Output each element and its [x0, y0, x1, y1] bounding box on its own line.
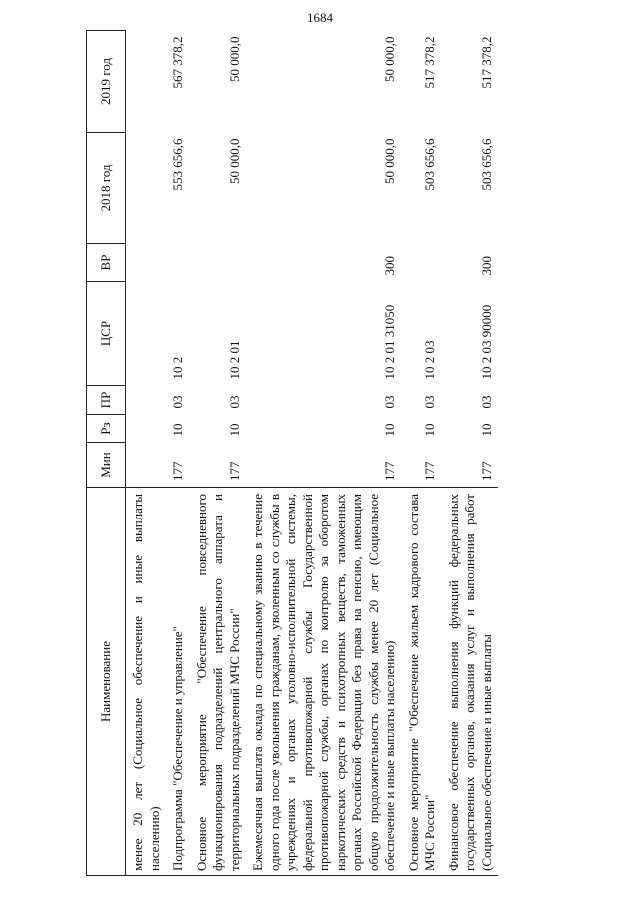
row-vr: [166, 244, 190, 282]
row-2018: 50 000,0: [226, 138, 242, 184]
row-vr: 300: [382, 256, 397, 276]
table-row: [190, 31, 247, 876]
page-number: 1684: [307, 10, 333, 25]
row-2018: 50 000,0: [382, 138, 397, 184]
row-rz: 10: [226, 423, 242, 437]
row-2019: [126, 31, 167, 133]
row-name: Подпрограмма "Обеспечение и управление": [166, 488, 190, 876]
header-2018: 2018 год: [87, 133, 126, 244]
row-pr: 03: [226, 395, 242, 409]
row-min: 177: [382, 461, 397, 481]
row-csr: 10 2 01: [226, 340, 242, 380]
row-csr: 10 2 01 31050: [382, 304, 397, 380]
row-pr: 03: [382, 395, 397, 409]
header-min: Мин: [87, 443, 126, 488]
table-row: [166, 31, 190, 876]
row-rz: 10: [382, 423, 397, 437]
row-pr: 03: [422, 395, 437, 409]
header-name: Наименование: [87, 488, 126, 876]
row-2018: 503 656,6: [478, 138, 494, 191]
row-csr: 10 2 03 90000: [478, 304, 494, 380]
header-vr: ВР: [87, 244, 126, 282]
row-name: Финансовое обеспечение выполнения функций федеральных государственных органов, оказания услуг и выполнения работ (Социальное обеспечение и иные выплаты: [442, 488, 499, 876]
row-2018: [126, 133, 167, 244]
row-name: Ежемесячная выплата оклада по специальному званию в течение одного года после увольнения гражданам, уволенным со службы в учреждениях и органах уголовно-исполнительной системы, федеральной противопожарной службы Государственной противопожарной службы, органах по контролю за оборотом наркотических средств и психотропных веществ, таможенных органах Российской Федерации без права на пенсию, имеющим общую продолжительность службы менее 20 лет (Социальное обеспечение и иные выплаты населению): [246, 488, 402, 876]
row-vr: [190, 244, 247, 282]
row-2019: 517 378,2: [478, 36, 494, 89]
row-rz: 10: [170, 423, 185, 437]
row-min: [126, 443, 167, 488]
row-pr: 03: [170, 395, 185, 409]
row-2019: 50 000,0: [382, 36, 397, 82]
table-row: [126, 31, 167, 876]
row-min: 177: [170, 461, 185, 481]
row-2018: 553 656,6: [170, 138, 185, 191]
row-csr: 10 2 03: [422, 340, 437, 380]
row-csr: 10 2: [170, 356, 185, 380]
row-rz: [126, 415, 167, 443]
row-vr: 300: [478, 256, 494, 276]
row-name: Основное мероприятие "Обеспечение жильем кадрового состава МЧС России": [402, 488, 442, 876]
row-vr: [402, 244, 442, 282]
table-row: [246, 31, 402, 876]
table-header-row: [87, 31, 126, 876]
row-csr: [126, 282, 167, 386]
header-csr: ЦСР: [87, 282, 126, 386]
row-min: 177: [226, 461, 242, 481]
row-2018: 503 656,6: [422, 138, 437, 191]
row-min: 177: [478, 461, 494, 481]
table-row: [442, 31, 499, 876]
budget-table-rotated: [86, 31, 614, 876]
row-name: менее 20 лет (Социальное обеспечение и иные выплаты населению): [126, 488, 167, 876]
row-min: 177: [422, 461, 437, 481]
row-name: Основное мероприятие "Обеспечение повседневного функционирования подразделений центрального аппарата и территориальных подразделений МЧС России": [190, 488, 247, 876]
row-2019: 567 378,2: [170, 36, 185, 89]
row-pr: 03: [478, 395, 494, 409]
header-rz: Рз: [87, 415, 126, 443]
header-pr: ПР: [87, 386, 126, 415]
budget-table: [86, 30, 498, 876]
row-vr: [126, 244, 167, 282]
row-pr: [126, 386, 167, 415]
header-2019: 2019 год: [87, 31, 126, 133]
table-row: [402, 31, 442, 876]
row-2019: 50 000,0: [226, 36, 242, 82]
row-rz: 10: [478, 423, 494, 437]
row-rz: 10: [422, 423, 437, 437]
row-2019: 517 378,2: [422, 36, 437, 89]
